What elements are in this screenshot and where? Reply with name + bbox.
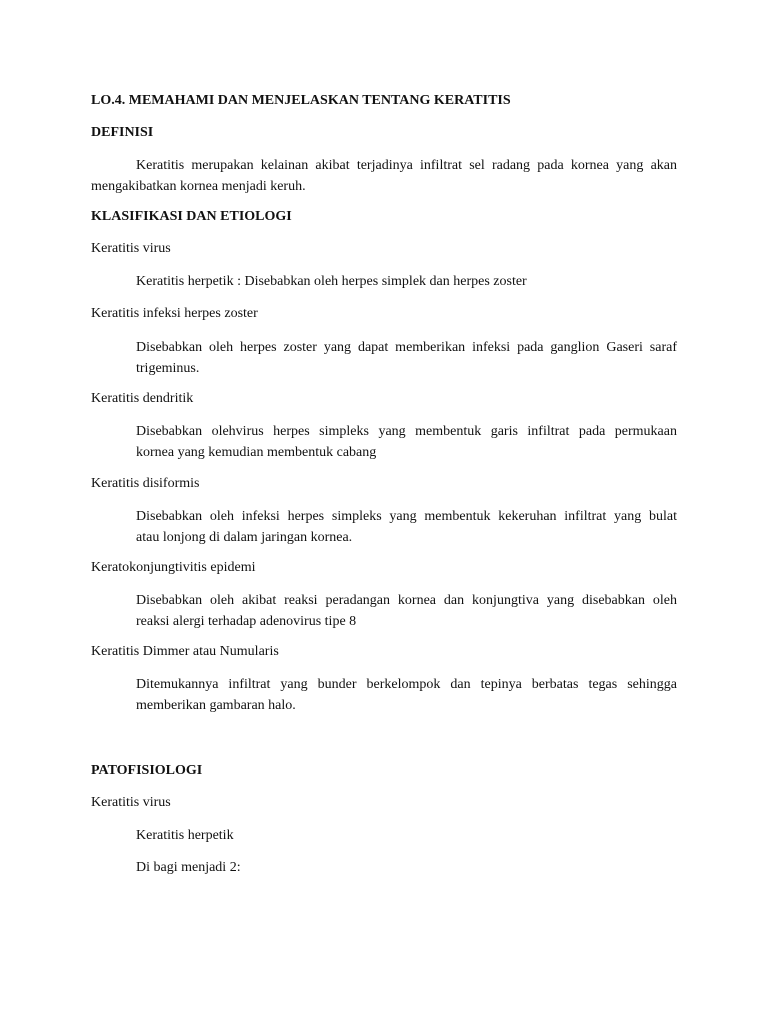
klasifikasi-item-desc — [136, 421, 677, 463]
klasifikasi-item-desc — [136, 337, 677, 379]
patofisiologi-subitem: Keratitis herpetik — [136, 828, 234, 843]
desc-line-1: Disebabkan oleh infeksi herpes simpleks yang membentuk kekeruhan infiltrat yang bulat — [136, 509, 677, 524]
klasifikasi-item-name: Keratitis virus — [91, 241, 171, 256]
document-title: LO.4. MEMAHAMI DAN MENJELASKAN TENTANG KERATITIS — [91, 93, 511, 108]
klasifikasi-heading: KLASIFIKASI DAN ETIOLOGI — [91, 209, 292, 224]
desc-line-1: Disebabkan olehvirus herpes simpleks yang membentuk garis infiltrat pada permukaan — [136, 424, 677, 439]
desc-line-1: Disebabkan oleh akibat reaksi peradangan kornea dan konjungtiva yang disebabkan oleh — [136, 593, 677, 608]
klasifikasi-item-name: Keratokonjungtivitis epidemi — [91, 560, 256, 575]
desc-line-1: Ditemukannya infiltrat yang bunder berkelompok dan tepinya berbatas tegas sehingga — [136, 677, 677, 692]
definisi-heading: DEFINISI — [91, 125, 154, 140]
klasifikasi-item-name: Keratitis disiformis — [91, 476, 200, 491]
desc-line-2: atau lonjong di dalam jaringan kornea. — [136, 530, 353, 545]
desc-line-2: memberikan gambaran halo. — [136, 698, 296, 713]
klasifikasi-item-name: Keratitis infeksi herpes zoster — [91, 306, 258, 321]
definisi-line-1: Keratitis merupakan kelainan akibat terjadinya infiltrat sel radang pada kornea yang akan — [136, 158, 677, 173]
desc-line-2: kornea yang kemudian membentuk cabang — [136, 445, 377, 460]
desc-line-1: Disebabkan oleh herpes zoster yang dapat memberikan infeksi pada ganglion Gaseri saraf — [136, 340, 677, 355]
klasifikasi-item-desc: Keratitis herpetik : Disebabkan oleh herpes simplek dan herpes zoster — [136, 274, 527, 289]
desc-line-2: reaksi alergi terhadap adenovirus tipe 8 — [136, 614, 357, 629]
patofisiologi-heading: PATOFISIOLOGI — [91, 763, 203, 778]
klasifikasi-item-desc — [136, 506, 677, 548]
klasifikasi-item-desc — [136, 590, 677, 632]
patofisiologi-subheading: Keratitis virus — [91, 795, 171, 810]
definisi-line-2: mengakibatkan kornea menjadi keruh. — [91, 179, 306, 194]
patofisiologi-subitem: Di bagi menjadi 2: — [136, 860, 241, 875]
desc-line-2: trigeminus. — [136, 361, 200, 376]
definisi-paragraph — [91, 155, 677, 197]
klasifikasi-item-name: Keratitis dendritik — [91, 391, 194, 406]
klasifikasi-item-desc — [136, 674, 677, 716]
klasifikasi-item-name: Keratitis Dimmer atau Numularis — [91, 644, 279, 659]
